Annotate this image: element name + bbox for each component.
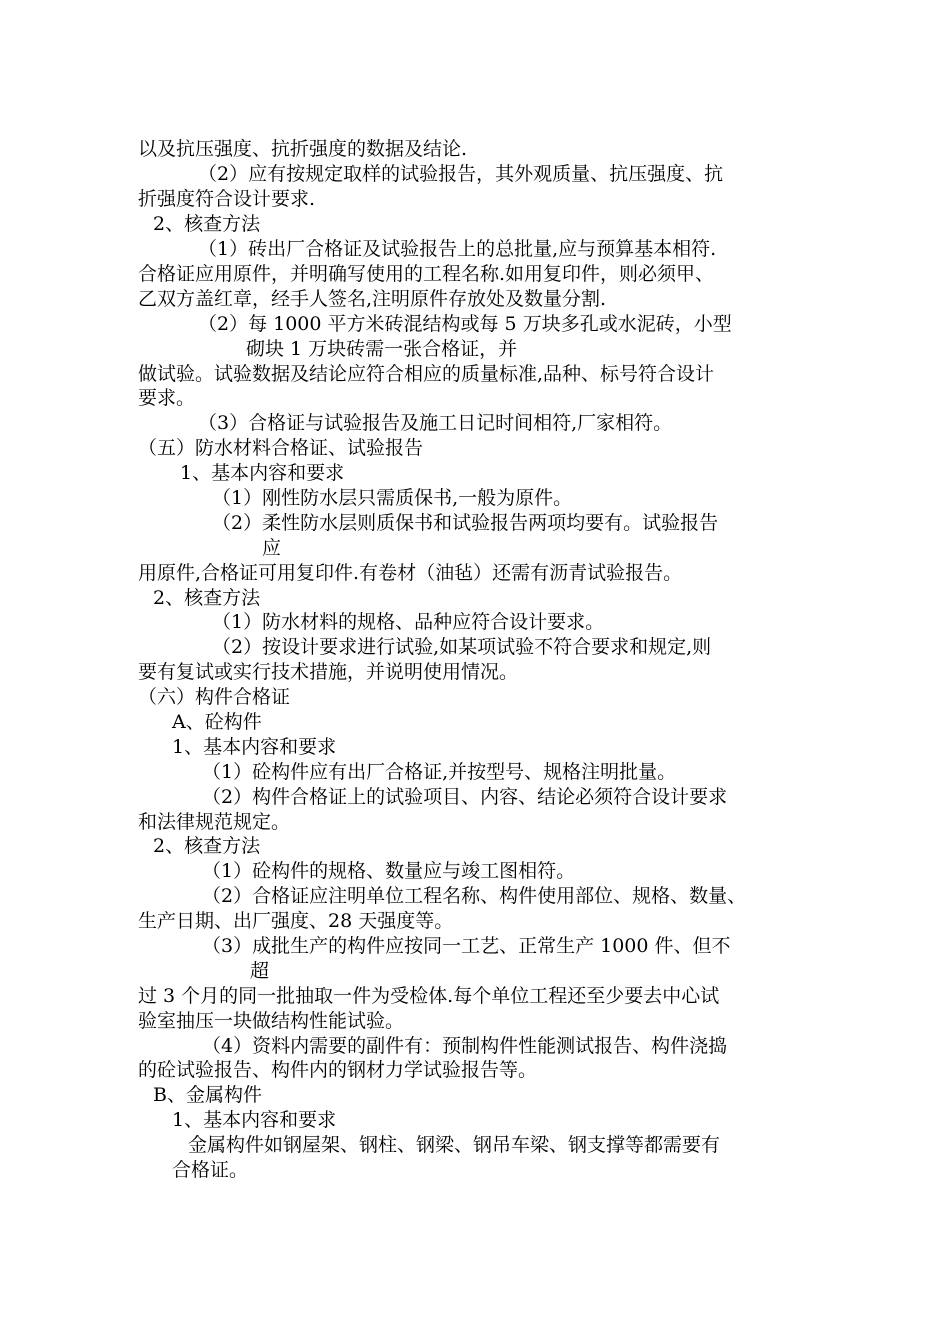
text-line: （1）砼构件的规格、数量应与竣工图相符。 [202, 860, 576, 882]
section-heading: 1、基本内容和要求 [172, 1109, 337, 1131]
text-line: （2）每 1000 平方米砖混结构或每 5 万块多孔或水泥砖，小型 [198, 313, 732, 335]
section-heading: 2、核查方法 [153, 835, 261, 857]
text-line: 要求。 [138, 387, 196, 409]
text-line: 合格证。 [172, 1159, 249, 1181]
text-line: 验室抽压一块做结构性能试验。 [138, 1010, 405, 1032]
text-line: 过 3 个月的同一批抽取一件为受检体.每个单位工程还至少要去中心试 [138, 985, 720, 1007]
section-heading: A、砼构件 [172, 711, 262, 733]
text-line: （1）防水材料的规格、品种应符合设计要求。 [212, 611, 605, 633]
section-heading: （五）防水材料合格证、试验报告 [138, 437, 424, 459]
section-heading: 2、核查方法 [153, 213, 261, 235]
text-line: 乙双方盖红章，经手人签名,注明原件存放处及数量分割. [138, 288, 607, 310]
section-heading: 1、基本内容和要求 [180, 462, 345, 484]
text-line: （1）砼构件应有出厂合格证,并按型号、规格注明批量。 [202, 761, 677, 783]
text-line: （3）成批生产的构件应按同一工艺、正常生产 1000 件、但不 [202, 935, 731, 957]
text-line: （2）按设计要求进行试验,如某项试验不符合要求和规定,则 [212, 636, 712, 658]
text-line: （1）刚性防水层只需质保书,一般为原件。 [212, 487, 573, 509]
text-line: （4）资料内需要的副件有：预制构件性能测试报告、构件浇捣 [202, 1035, 728, 1057]
text-line: 生产日期、出厂强度、28 天强度等。 [138, 910, 454, 932]
text-line: （1）砖出厂合格证及试验报告上的总批量,应与预算基本相符. [198, 238, 717, 260]
text-line: 要有复试或实行技术措施，并说明使用情况。 [138, 661, 519, 683]
section-heading: （六）构件合格证 [138, 686, 291, 708]
text-line: 金属构件如钢屋架、钢柱、钢梁、钢吊车梁、钢支撑等都需要有 [188, 1134, 721, 1156]
section-heading: B、金属构件 [153, 1084, 262, 1106]
text-line: 超 [250, 960, 270, 982]
section-heading: 1、基本内容和要求 [172, 736, 337, 758]
text-line: （3）合格证与试验报告及施工日记时间相符,厂家相符。 [198, 412, 673, 434]
text-line: （2）构件合格证上的试验项目、内容、结论必须符合设计要求 [202, 786, 728, 808]
section-heading: 2、核查方法 [153, 587, 261, 609]
text-line: 用原件,合格证可用复印件.有卷材（油毡）还需有沥青试验报告。 [138, 562, 683, 584]
text-line: 以及抗压强度、抗折强度的数据及结论. [138, 138, 468, 160]
text-line: 和法律规范规定。 [138, 811, 291, 833]
text-line: （2）柔性防水层则质保书和试验报告两项均要有。试验报告 [212, 512, 719, 534]
text-line: （2）应有按规定取样的试验报告，其外观质量、抗压强度、抗 [198, 163, 724, 185]
text-line: 的砼试验报告、构件内的钢材力学试验报告等。 [138, 1059, 538, 1081]
text-line: 折强度符合设计要求. [138, 188, 316, 210]
text-line: 合格证应用原件，并明确写使用的工程名称.如用复印件，则必须甲、 [138, 263, 715, 285]
text-line: 做试验。试验数据及结论应符合相应的质量标准,品种、标号符合设计 [138, 363, 715, 385]
text-line: （2）合格证应注明单位工程名称、构件使用部位、规格、数量、 [202, 885, 747, 907]
text-line: 应 [262, 537, 282, 559]
text-line: 砌块 1 万块砖需一张合格证，并 [246, 338, 518, 360]
